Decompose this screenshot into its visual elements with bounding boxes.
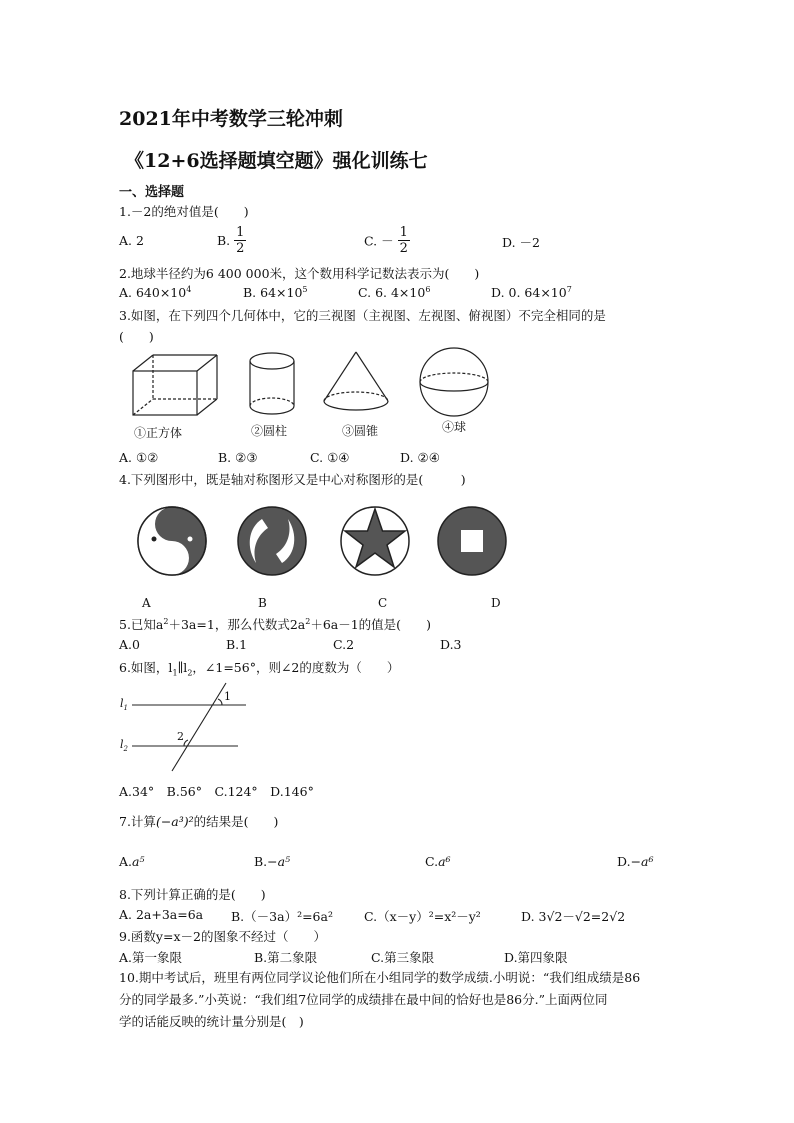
q1-stem: 1.－2的绝对值是( ) [119, 204, 249, 219]
q6-angle1-label: 1 [224, 690, 231, 703]
q10-line1: 10.期中考试后，班里有两位同学议论他们所在小组同学的数学成绩.小明说：“我们组成绩是86 [119, 970, 641, 985]
q7-option-a: A.a⁵ [119, 854, 145, 869]
q2-option-c: C. 6. $4\times 10^6$ [358, 285, 431, 301]
q4-label-b: B [258, 596, 267, 610]
q7-option-b: B.−a⁵ [254, 854, 291, 869]
q6-l1-label: $l_1$ [120, 697, 128, 713]
q9-option-c: C.第三象限 [371, 950, 435, 965]
title-line1: 2021年中考数学三轮冲刺 [119, 108, 343, 130]
q7-option-c: C.a⁶ [425, 854, 451, 869]
q9-option-b: B.第二象限 [254, 950, 318, 965]
q9-stem: 9.函数y=x－2的图象不经过（ ） [119, 929, 326, 944]
q1-option-d: D. －2 [502, 235, 540, 250]
q8-option-d: D. 3√2－√2=2√2 [521, 909, 626, 924]
q5-option-d: D.3 [440, 637, 462, 652]
q3-option-c: C. ①④ [310, 450, 350, 465]
q6-stem: 6.如图，$l_1\parallel l_2$，∠1=56°，则∠2的度数为（ ） [119, 660, 400, 678]
q2-stem: 2.地球半径约为6 400 000米，这个数用科学记数法表示为( ) [119, 266, 480, 281]
q4-label-d: D [491, 596, 501, 610]
title-line2: 《12+6选择题填空题》强化训练七 [125, 150, 428, 172]
q7-option-d: D.−a⁶ [617, 854, 654, 869]
q1-option-c: C. － $\frac{1}{2}$ [364, 225, 408, 256]
section-heading: 一、选择题 [119, 185, 185, 200]
q9-option-a: A.第一象限 [119, 950, 183, 965]
q8-stem: 8.下列计算正确的是( ) [119, 887, 266, 902]
q7-stem: 7.计算(−a³)²的结果是( ) [119, 814, 279, 829]
q3-label-cube: ①正方体 [134, 426, 183, 440]
q8-option-c: C.（x－y）²=x²－y² [364, 909, 481, 924]
q3-stem-bracket: ( ) [119, 329, 154, 344]
q3-label-cylinder: ②圆柱 [251, 424, 288, 438]
q9-option-d: D.第四象限 [504, 950, 568, 965]
q4-label-a: A [142, 596, 151, 610]
q5-option-a: A.0 [119, 637, 140, 652]
q3-label-sphere: ④球 [442, 420, 467, 434]
q5-option-c: C.2 [333, 637, 355, 652]
q3-stem: 3.如图，在下列四个几何体中，它的三视图（主视图、左视图、俯视图）不完全相同的是 [119, 308, 606, 323]
q4-stem: 4.下列图形中，既是轴对称图形又是中心对称图形的是( ) [119, 472, 466, 487]
transversal-line [172, 683, 226, 771]
q4-label-c: C [378, 596, 388, 610]
q1-option-a: A. 2 [119, 233, 144, 248]
q2-option-a: A. $640\times 10^4$ [119, 285, 192, 301]
q5-stem: 5.已知$a^2+3a=1$，那么代数式$2a^2+6a-1$的值是( ) [119, 616, 431, 632]
q3-option-b: B. ②③ [218, 450, 258, 465]
q6-options: A.34° B.56° C.124° D.146° [119, 784, 314, 799]
q3-option-a: A. ①② [119, 450, 159, 465]
q1-option-b: B. $\frac{1}{2}$ [217, 225, 245, 256]
q6-angle2-label: 2 [177, 730, 184, 743]
q10-line3: 学的话能反映的统计量分别是( ) [119, 1014, 304, 1029]
q3-label-cone: ③圆锥 [342, 424, 379, 438]
q8-option-a: A. 2a+3a=6a [119, 907, 204, 922]
q6-l2-label: $l_2$ [120, 738, 128, 754]
q2-option-d: D. 0. $64\times 10^7$ [491, 285, 572, 301]
q2-option-b: B. $64\times 10^5$ [243, 285, 308, 301]
q5-option-b: B.1 [226, 637, 248, 652]
q8-option-b: B.（－3a）²=6a² [231, 909, 333, 924]
q3-option-d: D. ②④ [400, 450, 440, 465]
q10-line2: 分的同学最多.”小英说：“我们组7位同学的成绩排在最中间的恰好也是86分.”上面两位同 [119, 992, 608, 1007]
